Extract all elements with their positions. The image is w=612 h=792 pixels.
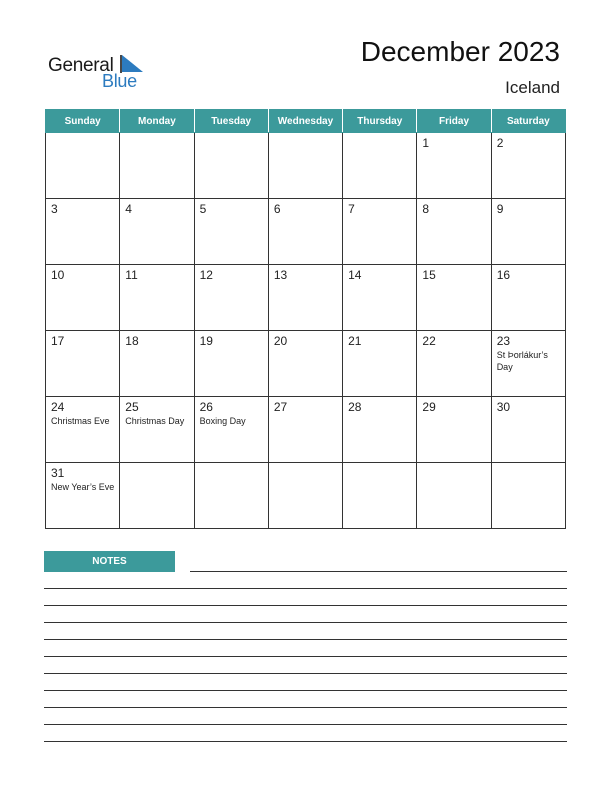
day-cell: [120, 463, 194, 529]
weekday-sunday: Sunday: [46, 110, 120, 133]
day-cell: [46, 397, 120, 463]
day-cell: [194, 463, 268, 529]
day-cell: [120, 133, 194, 199]
note-line: [44, 690, 567, 691]
calendar-week-row: [46, 133, 566, 199]
day-number: 23: [496, 334, 511, 348]
calendar-week-row: [46, 463, 566, 529]
note-line: [44, 605, 567, 606]
day-cell: [194, 199, 268, 265]
day-number: 8: [422, 202, 430, 216]
day-number: 3: [51, 202, 58, 216]
day-number: 25: [125, 400, 139, 414]
calendar-week-row: [46, 397, 566, 463]
day-number: 12: [199, 268, 213, 282]
day-cell: [194, 397, 268, 463]
holiday-label: New Year’s Eve: [51, 482, 115, 492]
day-number: 13: [273, 268, 288, 282]
day-number: 24: [51, 400, 65, 414]
day-number: 28: [348, 400, 362, 414]
day-cell: [343, 265, 417, 331]
day-number: 2: [496, 136, 504, 150]
note-line: [44, 707, 567, 708]
weekday-saturday: Saturday: [491, 110, 565, 133]
note-line: [44, 656, 567, 657]
day-cell: [491, 199, 565, 265]
day-cell: [268, 397, 342, 463]
calendar-body: [46, 133, 566, 529]
day-cell: [120, 331, 194, 397]
day-cell: [194, 331, 268, 397]
day-cell: [417, 199, 491, 265]
day-cell: [343, 331, 417, 397]
calendar-title: December 2023: [360, 36, 560, 67]
day-cell: [194, 133, 268, 199]
day-cell: [194, 265, 268, 331]
day-cell: [268, 265, 342, 331]
day-cell: [491, 331, 565, 397]
holiday-label: Christmas Eve: [51, 416, 110, 426]
day-cell: [46, 463, 120, 529]
note-line: [44, 741, 567, 742]
day-cell: [417, 133, 491, 199]
weekday-header-row: [46, 110, 566, 133]
calendar-grid: [45, 109, 566, 529]
day-cell: [417, 331, 491, 397]
day-cell: [120, 397, 194, 463]
day-cell: [268, 463, 342, 529]
weekday-friday: Friday: [417, 110, 491, 133]
day-cell: [120, 199, 194, 265]
day-number: 16: [496, 268, 511, 282]
weekday-tuesday: Tuesday: [194, 110, 268, 133]
day-cell: [268, 199, 342, 265]
weekday-monday: Monday: [120, 110, 194, 133]
day-cell: [343, 199, 417, 265]
calendar-week-row: [46, 199, 566, 265]
day-cell: [491, 463, 565, 529]
weekday-wednesday: Wednesday: [268, 110, 342, 133]
day-number: 4: [125, 202, 132, 216]
day-number: 7: [348, 202, 355, 216]
day-number: 5: [199, 202, 207, 216]
day-number: 31: [51, 466, 65, 480]
day-number: 22: [422, 334, 436, 348]
day-number: 10: [51, 268, 65, 282]
calendar-week-row: [46, 265, 566, 331]
note-line: [44, 588, 567, 589]
day-cell: [417, 463, 491, 529]
day-cell: [120, 265, 194, 331]
day-cell: [491, 133, 565, 199]
calendar-country: Iceland: [505, 78, 560, 97]
note-line: [44, 639, 567, 640]
day-cell: [343, 397, 417, 463]
day-cell: [343, 463, 417, 529]
day-cell: [46, 133, 120, 199]
day-number: 27: [273, 400, 288, 414]
day-cell: [46, 199, 120, 265]
note-line: [44, 622, 567, 623]
day-cell: [417, 265, 491, 331]
day-cell: [268, 331, 342, 397]
day-cell: [417, 397, 491, 463]
day-cell: [491, 265, 565, 331]
day-number: 1: [422, 136, 430, 150]
day-number: 14: [348, 268, 362, 282]
day-cell: [343, 133, 417, 199]
note-line: [44, 724, 567, 725]
day-number: 6: [273, 202, 281, 216]
brand-logo: [48, 53, 158, 93]
logo-text-general: General: [48, 55, 114, 76]
day-cell: [268, 133, 342, 199]
day-number: 19: [199, 334, 213, 348]
day-cell: [491, 397, 565, 463]
day-number: 26: [199, 400, 213, 414]
holiday-label: Christmas Day: [125, 416, 185, 426]
note-line: [44, 673, 567, 674]
day-number: 29: [422, 400, 436, 414]
day-number: 9: [496, 202, 504, 216]
logo-text-blue: Blue: [102, 71, 137, 91]
holiday-label: St Þorlákur’s Day: [496, 350, 548, 372]
day-number: 11: [125, 268, 138, 282]
day-number: 17: [51, 334, 65, 348]
day-cell: [46, 265, 120, 331]
day-number: 15: [422, 268, 436, 282]
day-number: 20: [273, 334, 288, 348]
calendar-week-row: [46, 331, 566, 397]
day-cell: [46, 331, 120, 397]
day-number: 18: [125, 334, 139, 348]
day-number: 21: [348, 334, 362, 348]
notes-label: NOTES: [44, 551, 175, 572]
note-line: [190, 571, 567, 572]
holiday-label: Boxing Day: [199, 416, 246, 426]
weekday-thursday: Thursday: [343, 110, 417, 133]
day-number: 30: [496, 400, 511, 414]
